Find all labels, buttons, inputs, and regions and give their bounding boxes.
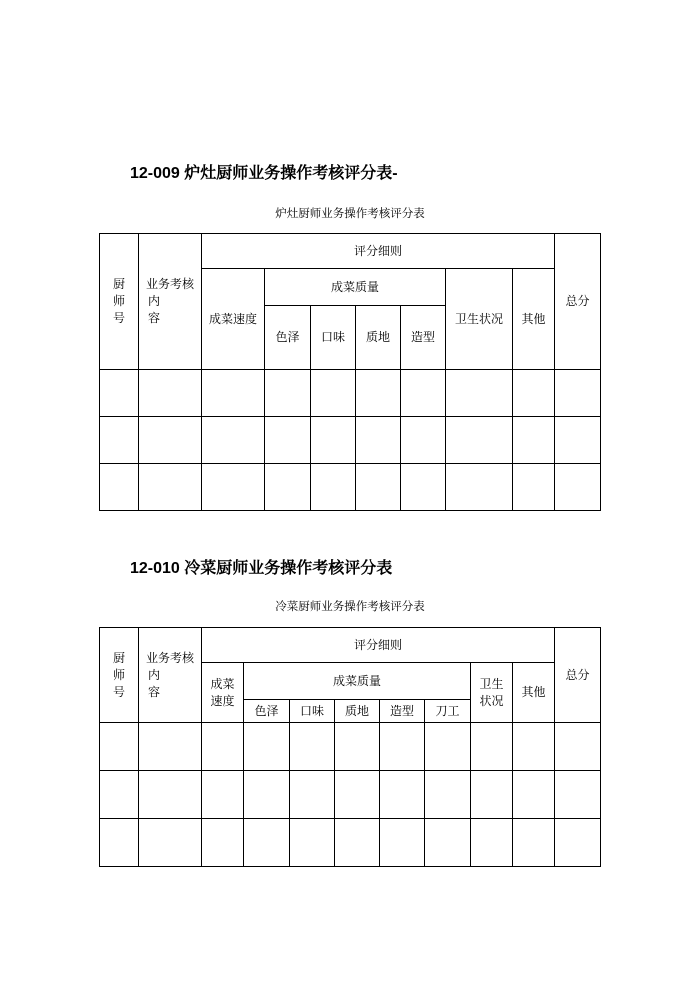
table-cell: [380, 723, 425, 771]
table-cell: [311, 417, 356, 464]
taste-header: 口味: [290, 700, 335, 723]
speed-header: [202, 663, 244, 723]
table-cell: [555, 370, 601, 417]
quality-header: 成菜质量: [244, 663, 471, 700]
taste-header: 口味: [311, 306, 356, 370]
table-cell: [100, 819, 139, 867]
table-cell: [202, 771, 244, 819]
score-table-2: [99, 627, 601, 867]
chef-number-header: [100, 234, 139, 370]
table-row: [100, 370, 601, 417]
table-cell: [100, 771, 139, 819]
chef-no-char-3: 号: [112, 684, 125, 699]
speed-header: 成菜速度: [202, 269, 265, 370]
chef-no-char-3: 号: [112, 311, 125, 325]
table-cell: [380, 771, 425, 819]
table-cell: [290, 819, 335, 867]
color-header: 色泽: [244, 700, 290, 723]
table-cell: [513, 723, 555, 771]
table-cell: [202, 819, 244, 867]
table-cell: [139, 819, 202, 867]
chef-no-char-1: 厨: [112, 650, 125, 665]
table-cell: [513, 417, 555, 464]
scoring-rules-header: 评分细则: [202, 628, 555, 663]
chef-no-char-2: 师: [112, 294, 125, 308]
table-cell: [202, 464, 265, 511]
speed-header-line-1: 成菜: [210, 676, 235, 691]
content-header-line-1: 业务考核: [145, 277, 194, 291]
table-cell: [513, 771, 555, 819]
table-cell: [380, 819, 425, 867]
table-cell: [335, 723, 380, 771]
table-cell: [244, 819, 290, 867]
table-cell: [446, 464, 513, 511]
table-cell: [202, 417, 265, 464]
table-cell: [244, 723, 290, 771]
table-cell: [335, 771, 380, 819]
table-cell: [401, 370, 446, 417]
content-header-line-2: 内 容: [148, 294, 185, 325]
table-cell: [139, 464, 202, 511]
knife-skill-header: 刀工: [425, 700, 471, 723]
texture-header: 质地: [335, 700, 380, 723]
table-row: [100, 417, 601, 464]
table-cell: [555, 723, 601, 771]
table-cell: [139, 723, 202, 771]
caption-table-2: 冷菜厨师业务操作考核评分表: [275, 599, 425, 613]
table-cell: [311, 370, 356, 417]
table-cell: [446, 370, 513, 417]
table-row: [100, 723, 601, 771]
table-cell: [265, 417, 311, 464]
table-cell: [265, 370, 311, 417]
table-cell: [139, 771, 202, 819]
table-cell: [356, 370, 401, 417]
table-cell: [100, 370, 139, 417]
table-row: [100, 819, 601, 867]
chef-number-header: [100, 628, 139, 723]
table-cell: [555, 464, 601, 511]
table-cell: [401, 464, 446, 511]
hygiene-header: 卫生状况: [446, 269, 513, 370]
total-header: 总分: [555, 234, 601, 370]
content-header: [139, 628, 202, 723]
other-header: 其他: [513, 269, 555, 370]
content-header-line-1: 业务考核: [145, 650, 194, 665]
table-cell: [555, 771, 601, 819]
table-cell: [513, 370, 555, 417]
hygiene-header-line-1: 卫生: [479, 676, 504, 691]
table-cell: [100, 723, 139, 771]
shape-header: 造型: [401, 306, 446, 370]
total-header: 总分: [555, 628, 601, 723]
chef-no-char-1: 厨: [112, 277, 125, 291]
table-row: [100, 771, 601, 819]
table-cell: [311, 464, 356, 511]
hygiene-header-line-2: 状况: [479, 693, 504, 708]
table-cell: [139, 370, 202, 417]
table-cell: [401, 417, 446, 464]
quality-header: 成菜质量: [265, 269, 446, 306]
table-cell: [356, 417, 401, 464]
shape-header: 造型: [380, 700, 425, 723]
table-cell: [100, 417, 139, 464]
table-cell: [471, 723, 513, 771]
table-cell: [356, 464, 401, 511]
table-cell: [425, 819, 471, 867]
table-cell: [290, 771, 335, 819]
texture-header: 质地: [356, 306, 401, 370]
chef-no-char-2: 师: [112, 667, 125, 682]
table-cell: [139, 417, 202, 464]
content-header-line-2: 内 容: [148, 667, 185, 699]
table-cell: [290, 723, 335, 771]
table-cell: [202, 723, 244, 771]
table-cell: [425, 723, 471, 771]
table-cell: [100, 464, 139, 511]
table-cell: [513, 464, 555, 511]
caption-table-1: 炉灶厨师业务操作考核评分表: [275, 206, 425, 220]
heading-table-2: 12-010 冷菜厨师业务操作考核评分表: [130, 560, 393, 577]
speed-header-line-2: 速度: [210, 693, 235, 708]
table-row: [100, 464, 601, 511]
table-cell: [335, 819, 380, 867]
other-header: 其他: [513, 663, 555, 723]
heading-table-1: 12-009 炉灶厨师业务操作考核评分表-: [130, 165, 398, 182]
table-cell: [513, 819, 555, 867]
scoring-rules-header: 评分细则: [202, 234, 555, 269]
table-cell: [446, 417, 513, 464]
table-cell: [471, 771, 513, 819]
table-cell: [202, 370, 265, 417]
color-header: 色泽: [265, 306, 311, 370]
table-cell: [425, 771, 471, 819]
content-header: [139, 234, 202, 370]
score-table-1: [99, 233, 601, 511]
table-cell: [471, 819, 513, 867]
hygiene-header: [471, 663, 513, 723]
table-cell: [555, 819, 601, 867]
table-cell: [555, 417, 601, 464]
table-cell: [265, 464, 311, 511]
table-cell: [244, 771, 290, 819]
